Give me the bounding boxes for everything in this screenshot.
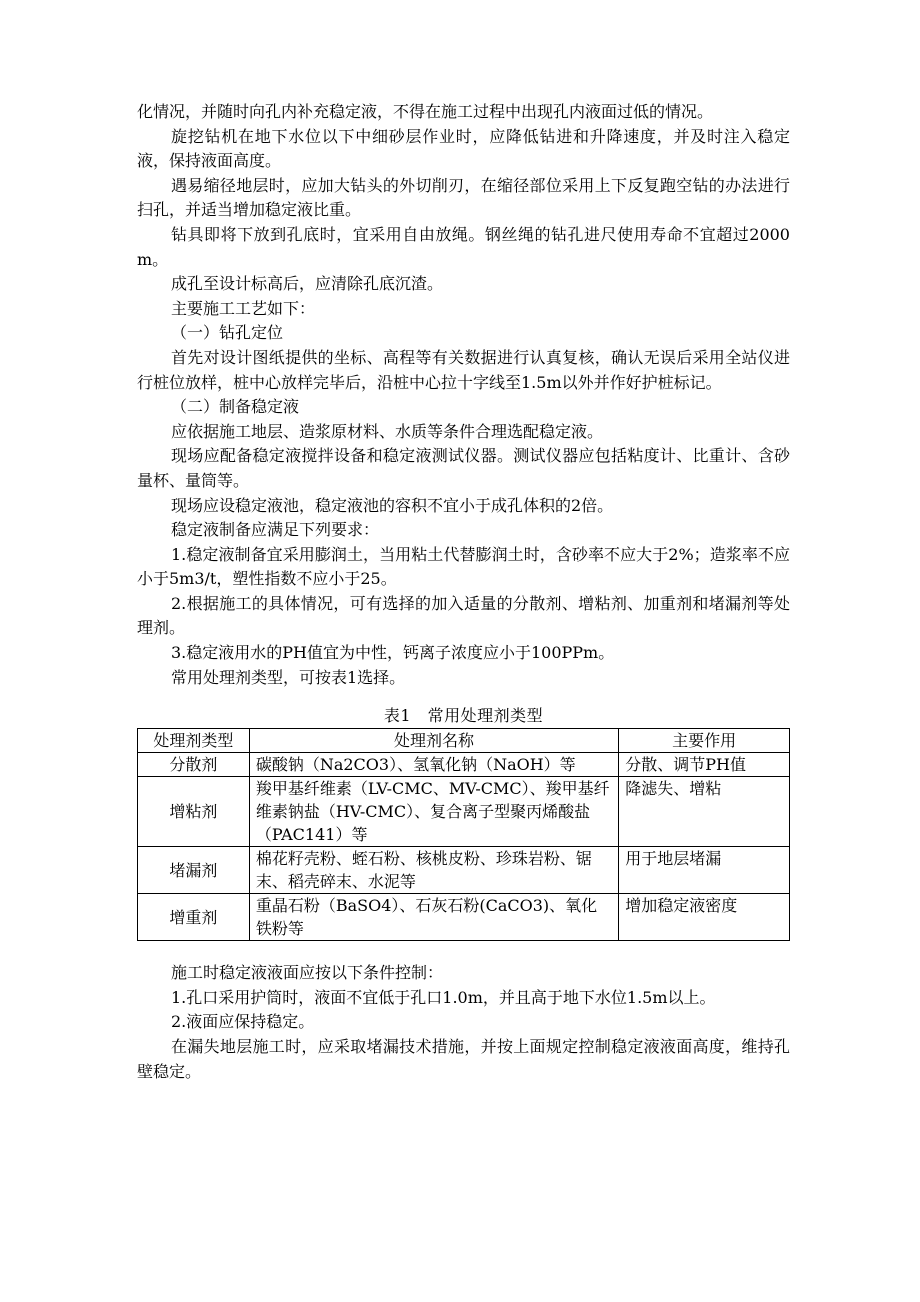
paragraph: 旋挖钻机在地下水位以下中细砂层作业时，应降低钻进和升降速度，并及时注入稳定液，保持液面高度。 — [137, 126, 790, 171]
list-item: 3.稳定液用水的PH值宜为中性，钙离子浓度应小于100PPm。 — [171, 643, 615, 663]
column-header: 处理剂名称 — [249, 729, 618, 753]
agent-type-cell: 增粘剂 — [138, 777, 250, 847]
paragraph: 现场应配备稳定液搅拌设备和稳定液测试仪器。测试仪器应包括粘度计、比重计、含砂量杯、量筒等。 — [137, 446, 790, 490]
paragraph: 稳定液制备应满足下列要求： — [171, 520, 380, 540]
table-row — [138, 753, 790, 777]
section-heading: （二）制备稳定液 — [171, 397, 300, 417]
agent-type-cell: 堵漏剂 — [138, 847, 250, 894]
paragraph: 在漏失地层施工时，应采取堵漏技术措施，并按上面规定控制稳定液液面高度，维持孔壁稳定。 — [137, 1037, 790, 1081]
agent-type-cell: 增重剂 — [138, 894, 250, 941]
paragraph: 化情况，并随时向孔内补充稳定液，不得在施工过程中出现孔内液面过低的情况。 — [137, 102, 714, 121]
agent-name-cell: 棉花籽壳粉、蛭石粉、核桃皮粉、珍珠岩粉、锯末、稻壳碎末、水泥等 — [249, 847, 618, 894]
table-row — [138, 777, 790, 847]
treatment-agent-table — [137, 728, 790, 941]
table-caption: 表1 常用处理剂类型 — [383, 706, 544, 726]
table-row — [138, 894, 790, 941]
table-header-row — [138, 729, 790, 753]
column-header: 主要作用 — [619, 729, 790, 753]
paragraph: 应依据施工地层、造浆原材料、水质等条件合理选配稳定液。 — [171, 421, 604, 441]
paragraph: 钻具即将下放到孔底时，宜采用自由放绳。钢丝绳的钻孔进尺使用寿命不宜超过2000m。 — [137, 224, 790, 269]
agent-type-cell: 分散剂 — [138, 753, 250, 777]
agent-effect-cell: 分散、调节PH值 — [619, 753, 790, 777]
agent-name-cell: 重晶石粉（BaSO4）、石灰石粉(CaCO3)、氧化铁粉等 — [249, 894, 618, 941]
paragraph: 主要施工工艺如下： — [171, 298, 316, 318]
paragraphs-bottom — [137, 961, 790, 1084]
agent-name-cell: 羧甲基纤维素（LV-CMC、MV-CMC）、羧甲基纤维素钠盐（HV-CMC）、复合离子型聚丙烯酸盐（PAC141）等 — [249, 777, 618, 847]
agent-effect-cell: 增加稳定液密度 — [619, 894, 790, 941]
list-item: 2.液面应保持稳定。 — [171, 1012, 315, 1032]
paragraph: 施工时稳定液液面应按以下条件控制： — [171, 963, 444, 983]
list-item: 1.孔口采用护筒时，液面不宜低于孔口1.0m，并且高于地下水位1.5m以上。 — [171, 987, 716, 1007]
column-header: 处理剂类型 — [138, 729, 250, 753]
paragraphs-top — [137, 100, 790, 690]
section-heading: （一）钻孔定位 — [171, 323, 284, 343]
table-row — [138, 847, 790, 894]
list-item: 1.稳定液制备宜采用膨润土，当用粘土代替膨润土时，含砂率不应大于2%；造浆率不应小于5m3/t，塑性指数不应小于25。 — [137, 544, 790, 589]
paragraph: 常用处理剂类型，可按表1选择。 — [171, 667, 406, 687]
paragraph: 首先对设计图纸提供的坐标、高程等有关数据进行认真复核，确认无误后采用全站仪进行桩位放样，桩中心放样完毕后，沿桩中心拉十字线至1.5m以外并作好护桩标记。 — [137, 347, 790, 392]
agent-name-cell: 碳酸钠（Na2CO3）、氢氧化钠（NaOH）等 — [249, 753, 618, 777]
paragraph: 现场应设稳定液池，稳定液池的容积不宜小于成孔体积的2倍。 — [171, 495, 614, 515]
agent-effect-cell: 降滤失、增粘 — [619, 777, 790, 847]
paragraph: 遇易缩径地层时，应加大钻头的外切削刃，在缩径部位采用上下反复跑空钻的办法进行扫孔，并适当增加稳定液比重。 — [137, 175, 790, 220]
list-item: 2.根据施工的具体情况，可有选择的加入适量的分散剂、增粘剂、加重剂和堵漏剂等处理剂。 — [137, 593, 790, 638]
paragraph: 成孔至设计标高后，应清除孔底沉渣。 — [171, 274, 444, 294]
spacer — [137, 941, 790, 961]
agent-effect-cell: 用于地层堵漏 — [619, 847, 790, 894]
document-page — [137, 100, 790, 1084]
